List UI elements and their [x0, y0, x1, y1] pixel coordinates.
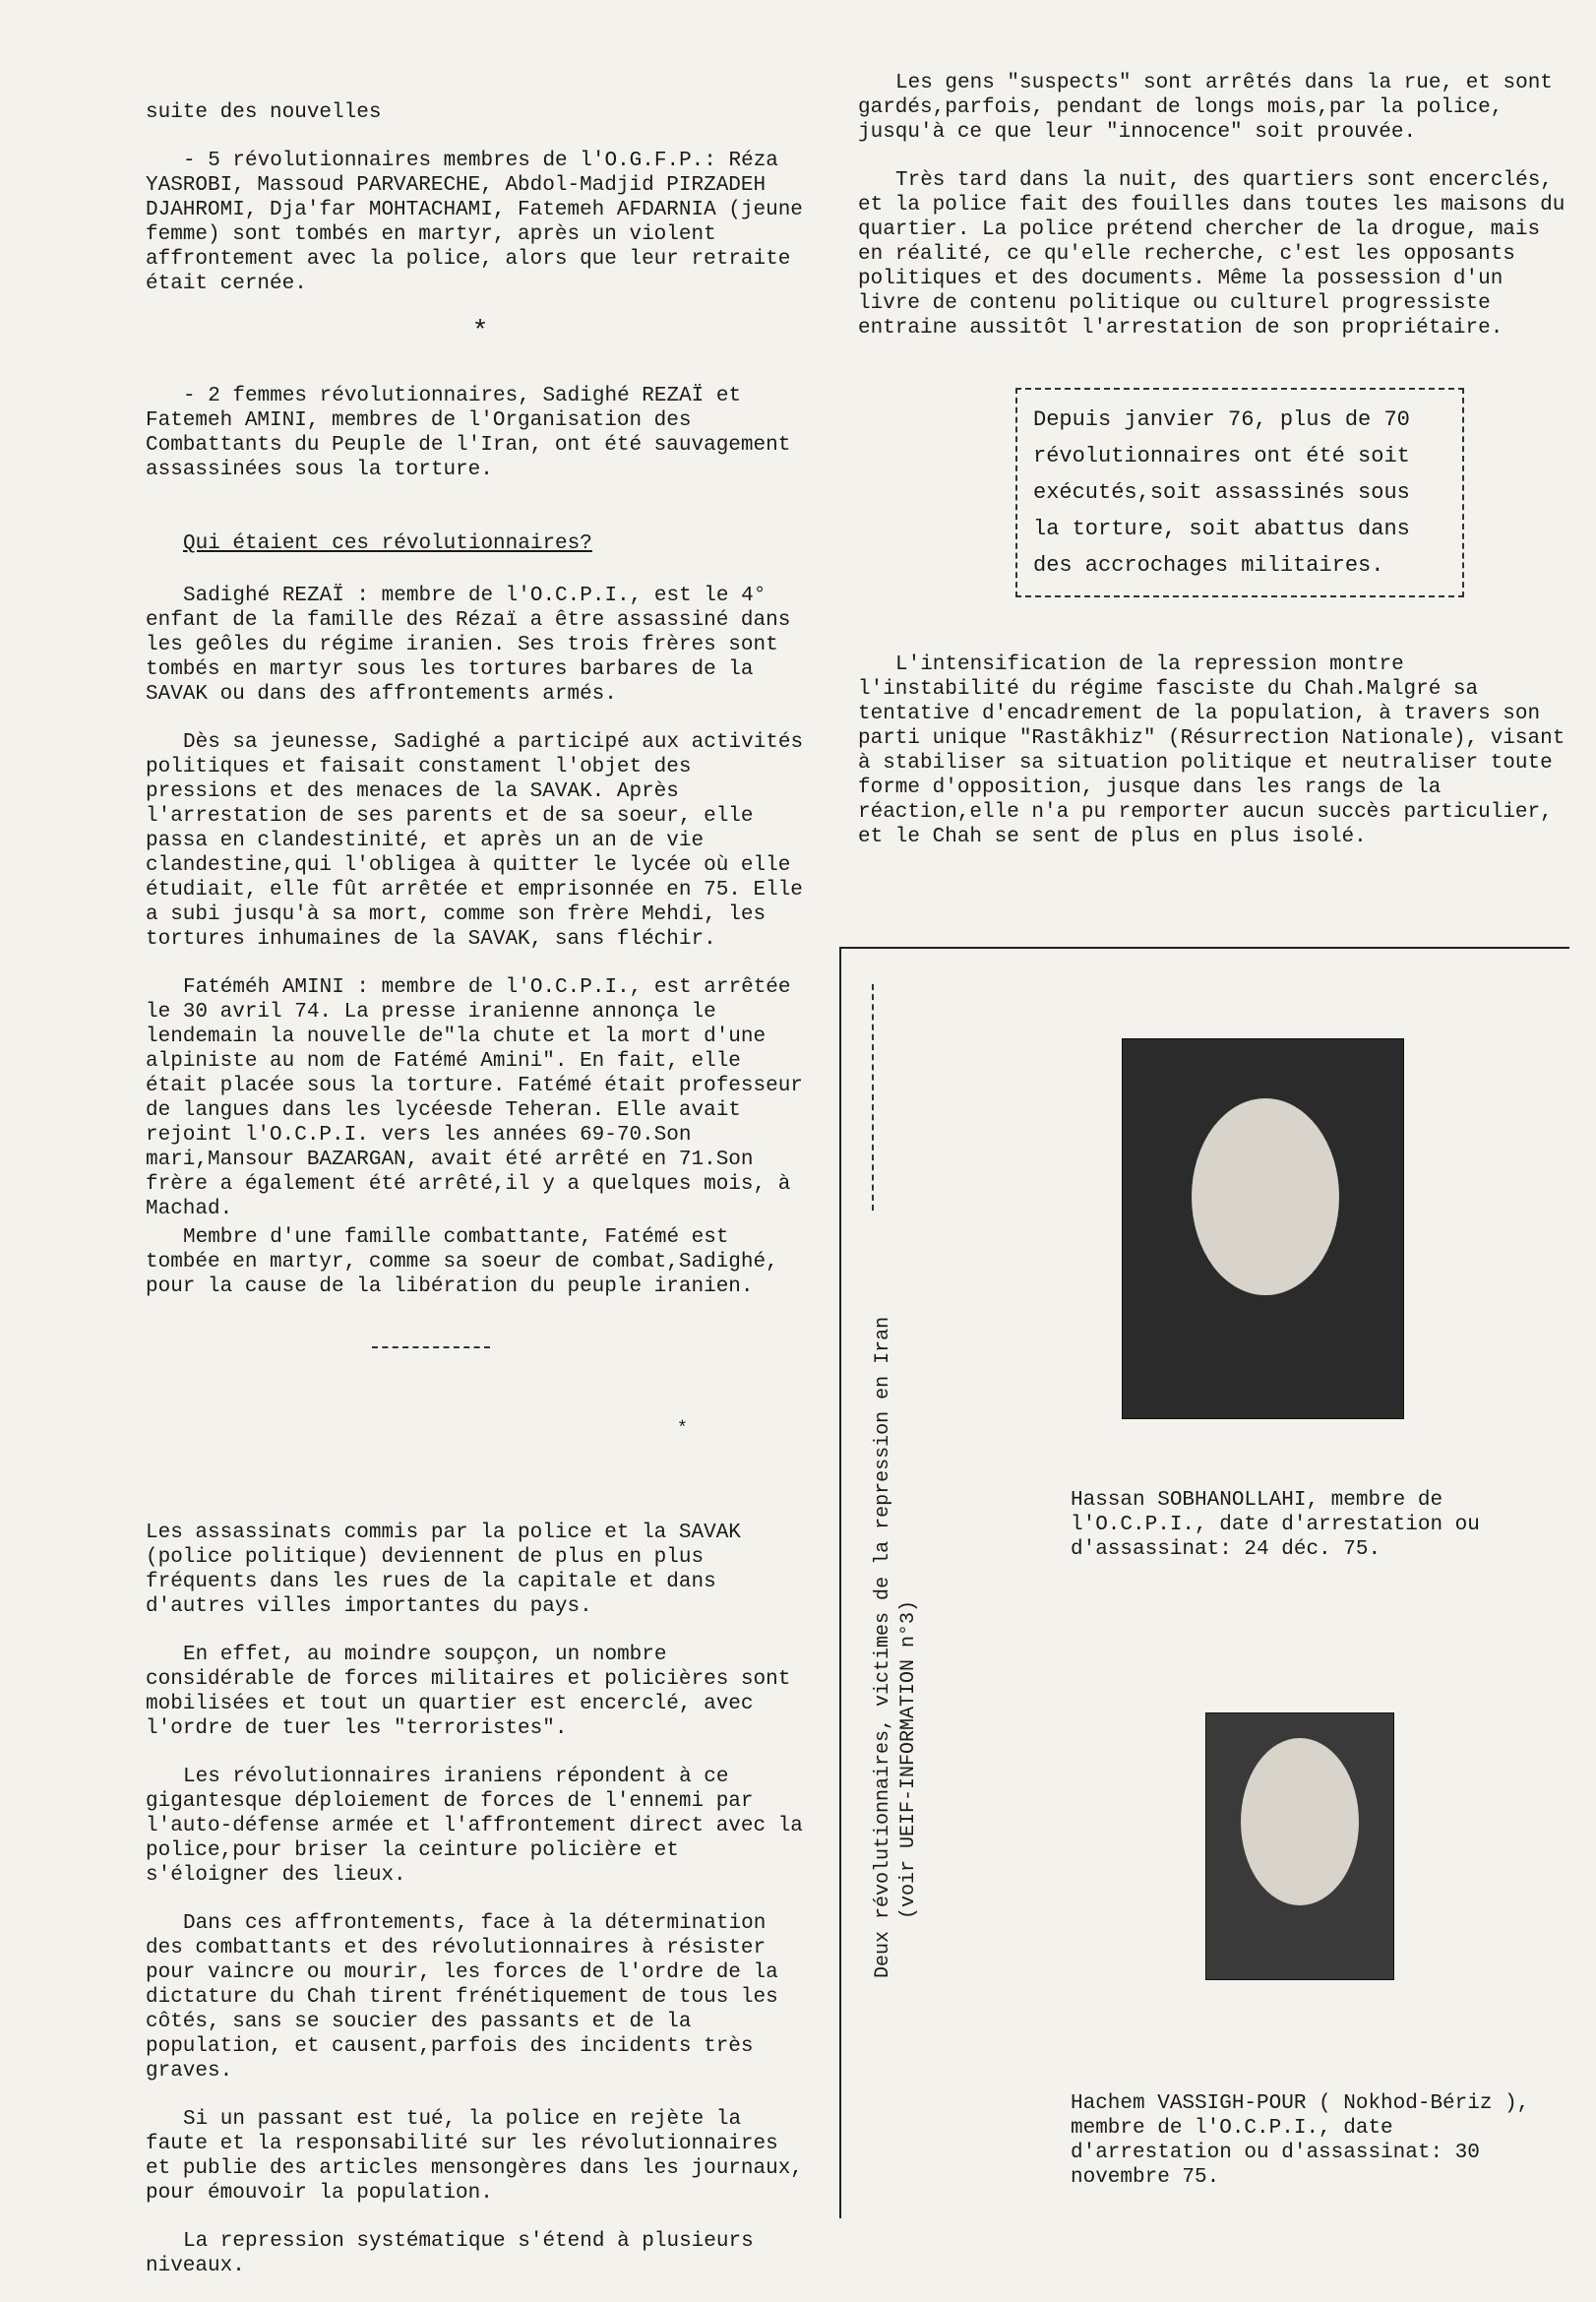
continued-heading: suite des nouvelles — [146, 101, 382, 124]
left-column — [146, 100, 815, 2302]
night-raids-paragraph: Très tard dans la nuit, des quartiers sont encerclés, et la police fait des fouilles dans toutes les maisons du quartier. La police prétend chercher de la drogue, mais en réalité, ce qu'elle recherche, c'est les opposants politiques et des documents. Même la possession d'un livre de contenu politique ou culturel progressiste entraine aussitôt l'arrestation de son propriétaire. — [858, 169, 1565, 340]
portrait-photo-vassigh-pour — [1205, 1712, 1394, 1980]
effet-paragraph: En effet, au moindre soupçon, un nombre considérable de forces militaires et policières sont mobilisées et tout un quartier est encerclé, avec l'ordre de tuer les "terroristes". — [146, 1644, 791, 1740]
affrontements-paragraph: Dans ces affrontements, face à la détermination des combattants et des révolutionnaires à résister pour vaincre ou mourir, les forces de l'ordre de la dictature du Chah tirent frénétiquement de tous les côtés, sans se soucier des passants et de la population, et causent,parfois des incidents très graves. — [146, 1912, 778, 2083]
assassinats-paragraph: Les assassinats commis par la police et la SAVAK (police politique) deviennent de plus en plus fréquents dans les rues de la capitale et dans d'autres villes importantes du pays. — [146, 1522, 741, 1618]
news-two-women: - 2 femmes révolutionnaires, Sadighé REZAÏ et Fatemeh AMINI, membres de l'Organisation des Combattants du Peuple de l'Iran, ont été sauvagement assassinées sous la torture. — [146, 385, 791, 481]
highlight-box: Depuis janvier 76, plus de 70 révolutionnaires ont été soit exécutés,soit assassinés sous la torture, soit abattus dans des accrochages militaires. — [1015, 388, 1464, 597]
repression-paragraph: La repression systématique s'étend à plusieurs niveaux. — [146, 2230, 754, 2277]
sadighe-paragraph-2: Dès sa jeunesse, Sadighé a participé aux activités politiques et faisait constament l'objet des pressions et des menaces de la SAVAK. Après l'arrestation de ses parents et de sa soeur, elle passa en clandestinité, et après un an de vie clandestine,qui l'obligea à quitter le lycée où elle étudiait, elle fût arrêtée et emprisonnée en 75. Elle a subi jusqu'à sa mort, comme son frère Mehdi, les tortures inhumaines de la SAVAK, sans fléchir. — [146, 731, 804, 951]
right-column — [858, 71, 1576, 873]
passant-paragraph: Si un passant est tué, la police en rejète la faute et la responsabilité sur les révolutionnaires et publie des articles mensongères dans les journaux, pour émouvoir la population. — [146, 2108, 803, 2205]
caption-sobhanollahi: Hassan SOBHANOLLAHI, membre de l'O.C.P.I., date d'arrestation ou d'assassinat: 24 déc. 75. — [1071, 1489, 1480, 1561]
repondent-paragraph: Les révolutionnaires iraniens répondent à ce gigantesque déploiement de forces de l'ennemi par l'auto-défense armée et l'affrontement direct avec la police,pour briser la ceinture policière et s'éloigner des lieux. — [146, 1766, 803, 1887]
news-ogfp-martyrs: - 5 révolutionnaires membres de l'O.G.F.P.: Réza YASROBI, Massoud PARVARECHE, Abdol-Madjid PIRZADEH DJAHROMI, Dja'far MOHTACHAMI, Fatemeh AFDARNIA (jeune femme) sont tombés en martyr, après un violent affrontement avec la police, alors que leur retraite était cernée. — [146, 150, 803, 295]
fatemeh-paragraph-1: Fatéméh AMINI : membre de l'O.C.P.I., est arrêtée le 30 avril 74. La presse iranienne annonça le lendemain la nouvelle de"la chute et la mort d'une alpiniste au nom de Fatémé Amini". En fait, elle était placée sous la torture. Fatémé était professeur de langues dans les lycéesde Teheran. Elle avait rejoint l'O.C.P.I. vers les années 69-70.Son mari,Mansour BAZARGAN, avait été arrêté en 71.Son frère a également été arrêté,il y a quelques mois, à Machad. — [146, 976, 803, 1220]
portrait-photo-sobhanollahi — [1122, 1038, 1404, 1419]
vertical-caption-line-2: (voir UEIF-INFORMATION n°3) — [897, 1599, 920, 1919]
vertical-caption — [871, 1112, 922, 1978]
section-star: * — [471, 317, 489, 347]
sadighe-paragraph-1: Sadighé REZAÏ : membre de l'O.C.P.I., est le 4° enfant de la famille des Rézaï a être assassiné dans les geôles du régime iranien. Ses trois frères sont tombés en martyr sous les tortures barbares de la SAVAK ou dans des affrontements armés. — [146, 585, 791, 706]
suspects-paragraph: Les gens "suspects" sont arrêtés dans la rue, et sont gardés,parfois, pendant de longs mois,par la police, jusqu'à ce que leur "innocence" soit prouvée. — [858, 72, 1553, 144]
intensification-paragraph: L'intensification de la repression montre l'instabilité du régime fasciste du Chah.Malgré sa tentative d'encadrement de la population, à travers son parti unique "Rastâkhiz" (Résurrection Nationale), visant à stabiliser sa situation politique et neutraliser toute forme d'opposition, jusque dans les rangs de la réaction,elle n'a pu remporter aucun succès particulier, et le Chah se sent de plus en plus isolé. — [858, 653, 1565, 848]
fatemeh-paragraph-2: Membre d'une famille combattante, Fatémé est tombée en martyr, comme sa soeur de combat,Sadighé, pour la cause de la libération du peuple iranien. — [146, 1226, 778, 1298]
caption-vassigh-pour: Hachem VASSIGH-POUR ( Nokhod-Bériz ), membre de l'O.C.P.I., date d'arrestation ou d'assassinat: 30 novembre 75. — [1071, 2092, 1530, 2189]
question-heading: Qui étaient ces révolutionnaires? — [183, 532, 592, 555]
dashed-separator — [372, 1342, 490, 1348]
vertical-caption-line-1: Deux révolutionnaires, victimes de la repression en Iran — [872, 1316, 894, 1978]
small-star: * — [677, 1419, 688, 1439]
